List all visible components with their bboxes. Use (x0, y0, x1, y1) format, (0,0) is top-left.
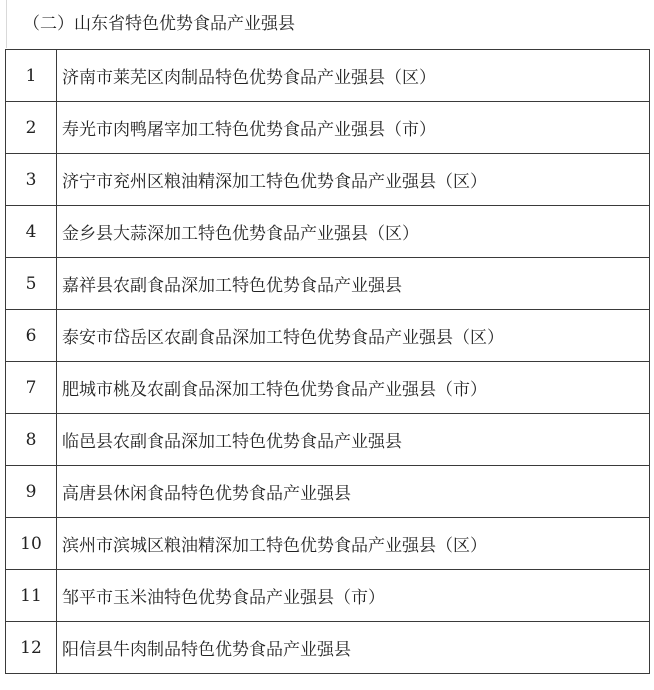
row-number: 11 (6, 570, 57, 622)
row-number: 12 (6, 622, 57, 674)
table-row (6, 622, 650, 674)
row-number: 8 (6, 414, 57, 466)
row-name: 阳信县牛肉制品特色优势食品产业强县 (57, 622, 650, 674)
row-number: 7 (6, 362, 57, 414)
row-name: 嘉祥县农副食品深加工特色优势食品产业强县 (57, 258, 650, 310)
table-row (6, 154, 650, 206)
county-list-table (5, 49, 650, 674)
row-number: 1 (6, 50, 57, 102)
row-name: 泰安市岱岳区农副食品深加工特色优势食品产业强县（区） (57, 310, 650, 362)
row-number: 2 (6, 102, 57, 154)
table-row (6, 414, 650, 466)
table-row (6, 362, 650, 414)
row-number: 3 (6, 154, 57, 206)
row-name: 寿光市肉鸭屠宰加工特色优势食品产业强县（市） (57, 102, 650, 154)
table-row (6, 310, 650, 362)
row-number: 10 (6, 518, 57, 570)
row-name: 邹平市玉米油特色优势食品产业强县（市） (57, 570, 650, 622)
table-row (6, 50, 650, 102)
row-number: 5 (6, 258, 57, 310)
table-row (6, 570, 650, 622)
table-row (6, 206, 650, 258)
section-title: （二）山东省特色优势食品产业强县 (6, 0, 646, 48)
row-name: 济宁市兖州区粮油精深加工特色优势食品产业强县（区） (57, 154, 650, 206)
table-row (6, 466, 650, 518)
row-name: 济南市莱芜区肉制品特色优势食品产业强县（区） (57, 50, 650, 102)
table-row (6, 102, 650, 154)
row-name: 肥城市桃及农副食品深加工特色优势食品产业强县（市） (57, 362, 650, 414)
row-number: 6 (6, 310, 57, 362)
row-number: 4 (6, 206, 57, 258)
table-row (6, 518, 650, 570)
row-name: 金乡县大蒜深加工特色优势食品产业强县（区） (57, 206, 650, 258)
row-number: 9 (6, 466, 57, 518)
table-row (6, 258, 650, 310)
row-name: 高唐县休闲食品特色优势食品产业强县 (57, 466, 650, 518)
row-name: 临邑县农副食品深加工特色优势食品产业强县 (57, 414, 650, 466)
row-name: 滨州市滨城区粮油精深加工特色优势食品产业强县（区） (57, 518, 650, 570)
